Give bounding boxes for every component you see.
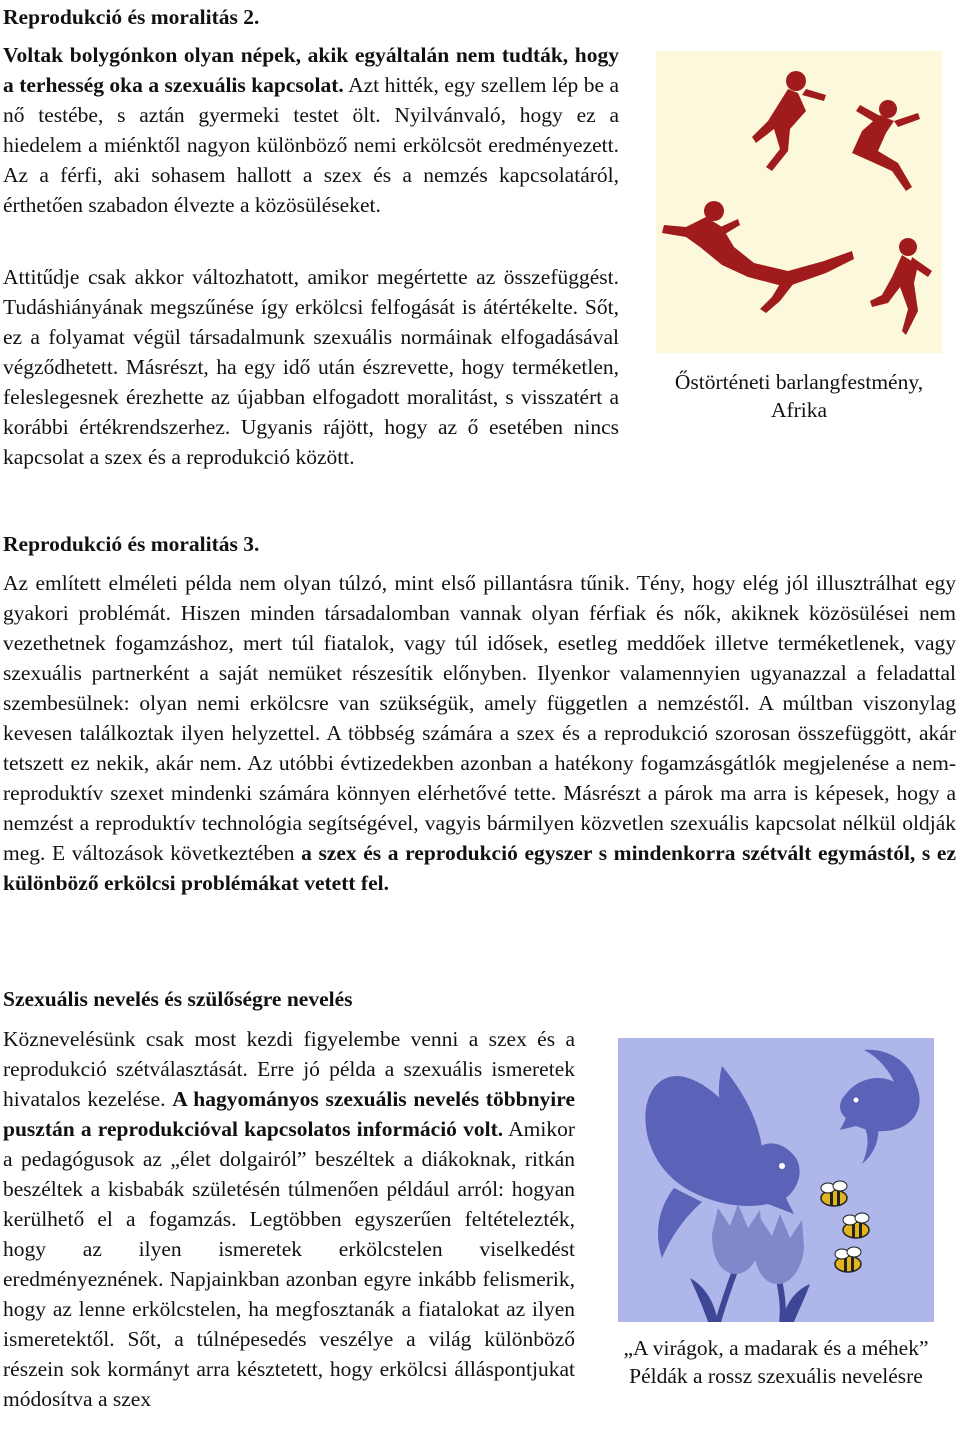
cave-caption-line-1: Őstörténeti barlangfestmény, bbox=[674, 370, 924, 394]
section4-p1-a: Köznevelésünk csak most kezdi figyelembe venni a szex és a reprodukció szétválasztását. Erre jó példa a szexuális ismeretek hivatalos kezelése. bbox=[3, 1027, 575, 1111]
cave-caption-line-2: Afrika bbox=[770, 398, 828, 422]
birds-caption-line-1: „A virágok, a madarak és a méhek” bbox=[623, 1336, 929, 1360]
section3-title: Reprodukció és moralitás 3. bbox=[3, 532, 260, 556]
birds-caption-line-2: Példák a rossz szexuális nevelésre bbox=[629, 1364, 923, 1388]
cave-painting-image bbox=[656, 51, 942, 353]
section4-title: Szexuális nevelés és szülőségre nevelés bbox=[3, 987, 353, 1011]
section3-paragraph bbox=[3, 568, 956, 898]
section3-p1: Az említett elméleti példa nem olyan túlzó, mint első pillantásra tűnik. Tény, hogy elég jól illusztrálhat egy gyakori problémát. Hiszen minden társadalomban vannak olyan férfiak és nők, akiknek közösülései nem vezethetnek fogamzáshoz, mert túl fiatalok, vagy túl idősek, esetleg meddőek illetve terméketlenek, vagy szexuális partnerként a saját nemüket részesítik előnyben. Ilyenkor valamennyien ugyanazzal a feladattal szembesülnek: olyan nemi erkölcsre van szükségük, amely független a nemzéstől. A múltban viszonylag kevesen találkoztak ilyen helyzettel. A többség számára a szex és a reprodukció szorosan összefüggött, akár tetszett ez nekik, akár nem. Az utóbbi évtizedekben azonban a hatékony fogamzásgátlók megjelenése a nem-reproduktív szexet mindenki számára könnyen elérhetővé tette. Másrészt a párok ma arra is képesek, hogy a nemzést a reproduktív technológia segítségével, vagyis bármilyen közvetlen szexuális kapcsolat nélkül oldják meg. E változások következtében bbox=[3, 571, 956, 865]
section2-p1-bold: Voltak bolygónkon olyan népek, akik egyáltalán nem tudták, hogy a terhesség oka a szexuális kapcsolat. bbox=[3, 43, 619, 97]
birds-caption bbox=[598, 1334, 954, 1390]
section2-paragraph-1 bbox=[3, 40, 619, 220]
section2-p1-rest: Azt hitték, egy szellem lép be a nő testébe, s aztán gyermeki testet ölt. Nyilvánvaló, hogy ez a hiedelem a miénktől nagyon különböző nemi erkölcsöt eredményezett. Az a férfi, aki sohasem hallott a szex és a nemzés kapcsolatáról, érthetően szabadon élvezte a közösüléseket. bbox=[3, 73, 619, 217]
section4-p1-b: Amikor a pedagógusok az „élet dolgairól” beszéltek a diákoknak, ritkán beszéltek a kisbabák születésén túlmenően például arról: hogyan kerülhető el a fogamzás. Legtöbben egyszerűen feltételezték, hogy az ilyen ismeretek erkölcstelen viselkedést eredményeznének. Napjainkban azonban egyre inkább felismerik, hogy az lenne erkölcstelen, ha megfosztanák a fiatalokat az ilyen ismeretektől. Sőt, a túlnépesedés veszélye a világ különböző részein sok kormányt arra késztetett, hogy erkölcsi álláspontjukat módosítva a szex bbox=[3, 1117, 575, 1411]
section2-p2: Attitűdje csak akkor változhatott, amikor megértette az összefüggést. Tudáshiányának megszűnése így erkölcsi felfogását is átértékelte. Sőt, ez a folyamat végül társadalmunk szexuális normáinak elfogadásával végződhetett. Másrészt, ha egy idő után észrevette, hogy terméketlen, feleslegesnek érezhette az újabban elfogadott moralitást, s visszatért a korábbi értékrendszerhez. Ugyanis rájött, hogy az ő esetében nincs kapcsolat a szex és a reprodukció között. bbox=[3, 265, 619, 469]
section2-title: Reprodukció és moralitás 2. bbox=[3, 5, 260, 29]
cave-painting-icon bbox=[656, 51, 942, 353]
birds-flowers-bees-image bbox=[618, 1038, 934, 1322]
cave-painting-caption bbox=[646, 368, 952, 424]
section2-paragraph-2 bbox=[3, 262, 619, 472]
section4-paragraph bbox=[3, 1024, 575, 1414]
section3-p1-bold: a szex és a reprodukció egyszer s mindenkorra szétvált egymástól, s ez különböző erkölcsi problémákat vetett fel. bbox=[3, 841, 956, 895]
section4-p1-bold: A hagyományos szexuális nevelés többnyire pusztán a reprodukcióval kapcsolatos információ volt. bbox=[3, 1087, 575, 1141]
birds-flowers-bees-icon bbox=[618, 1038, 934, 1322]
